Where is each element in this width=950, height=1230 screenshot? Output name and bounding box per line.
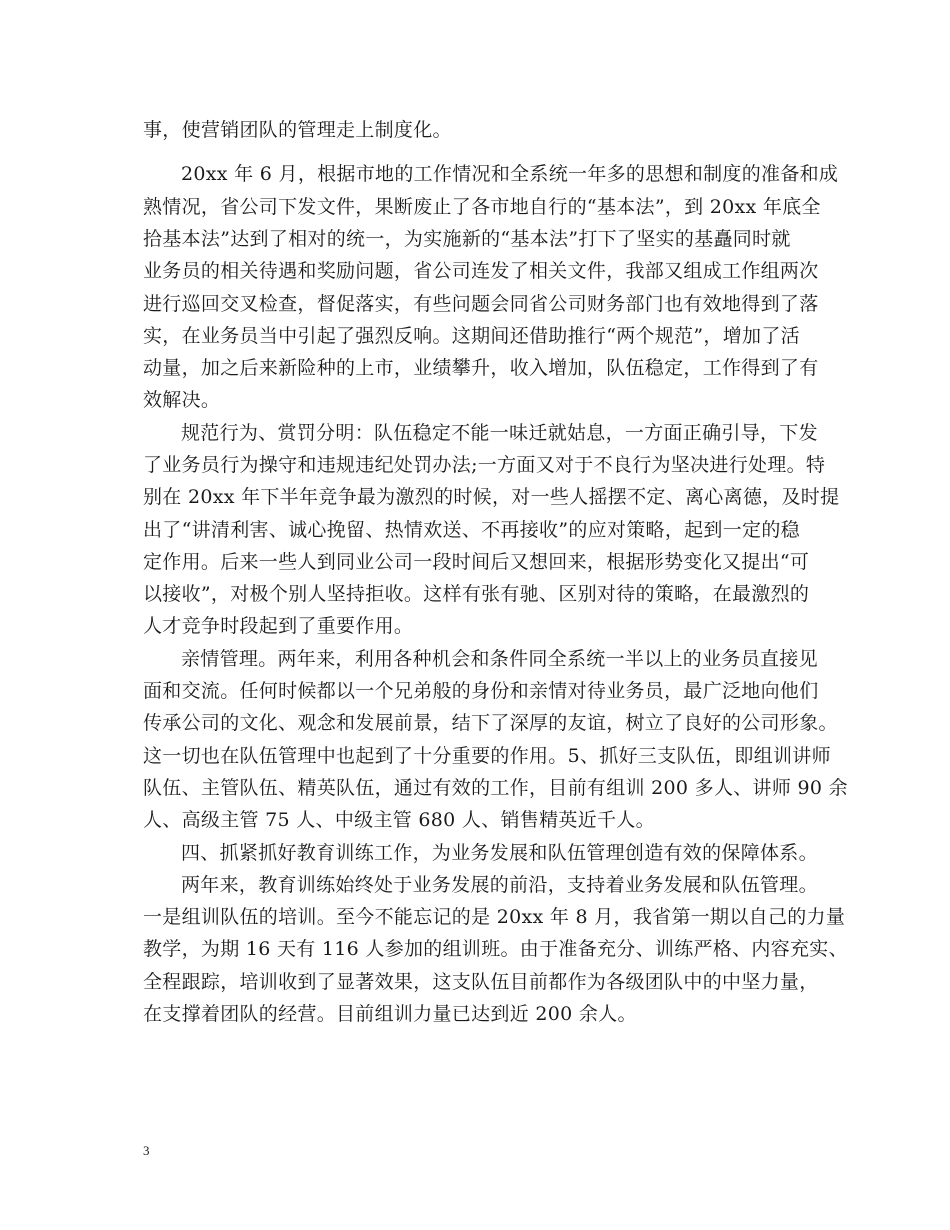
text-line: 这一切也在队伍管理中也起到了十分重要的作用。5、抓好三支队伍，即组训讲师 [143,745,831,767]
text-line: 人才竞争时段起到了重要作用。 [143,615,414,637]
text-line: 面和交流。任何时候都以一个兄弟般的身份和亲情对待业务员，最广泛地向他们 [143,680,819,702]
paragraph-start-line: 亲情管理。两年来，利用各种机会和条件同全系统一半以上的业务员直接见 [181,648,818,670]
text-line: 以接收”，对极个别人坚持拒收。这样有张有驰、区别对待的策略，在最激烈的 [143,583,810,605]
text-line: 动量，加之后来新险种的上市，业绩攀升，收入增加，队伍稳定，工作得到了有 [143,357,819,379]
text-line: 传承公司的文化、观念和发展前景，结下了深厚的友谊，树立了良好的公司形象。 [143,712,838,734]
text-line: 定作用。后来一些人到同业公司一段时间后又想回来，根据形势变化又提出“可 [143,551,810,573]
paragraph-start-line: 两年来，教育训练始终处于业务发展的前沿，支持着业务发展和队伍管理。 [181,874,818,896]
text-line: 人、高级主管 75 人、中级主管 680 人、销售精英近千人。 [143,809,655,831]
text-line: 教学，为期 16 天有 116 人参加的组训班。由于准备充分、训练严格、内容充实、 [143,938,848,960]
section-heading-line: 四、抓紧抓好教育训练工作，为业务发展和队伍管理创造有效的保障体系。 [181,842,818,864]
text-line: 熟情况，省公司下发文件，果断废止了各市地自行的“基本法”，到 20xx 年底全 [143,196,821,218]
text-line: 一是组训队伍的培训。至今不能忘记的是 20xx 年 8 月，我省第一期以自己的力量 [143,906,846,928]
text-line: 进行巡回交叉检查，督促落实，有些问题会同省公司财务部门也有效地得到了落 [143,293,819,315]
text-line: 拾基本法”达到了相对的统一，为实施新的“基本法”打下了坚实的基矗同时就 [143,228,791,250]
text-line: 队伍、主管队伍、精英队伍，通过有效的工作，目前有组训 200 多人、讲师 90 余 [143,777,848,799]
paragraph-start-line: 规范行为、赏罚分明：队伍稳定不能一味迁就姑息，一方面正确引导，下发 [181,422,818,444]
text-line: 全程跟踪，培训收到了显著效果，这支队伍目前都作为各级团队中的中坚力量， [143,971,819,993]
text-line: 出了“讲清利害、诚心挽留、热情欢送、不再接收”的应对策略，起到一定的稳 [143,519,800,541]
page-number: 3 [143,1143,150,1158]
text-line: 效解决。 [143,389,221,411]
text-line: 别在 20xx 年下半年竞争最为激烈的时候，对一些人摇摆不定、离心离德，及时提 [143,486,840,508]
text-line: 实，在业务员当中引起了强烈反响。这期间还借助推行“两个规范”，增加了活 [143,325,800,347]
paragraph-start-line: 20xx 年 6 月，根据市地的工作情况和全系统一年多的思想和制度的准备和成 [181,163,839,185]
text-line: 在支撑着团队的经营。目前组训力量已达到近 200 余人。 [143,1003,637,1025]
text-line: 了业务员行为操守和违规违纪处罚办法;一方面又对于不良行为坚决进行处理。特 [143,454,826,476]
text-line: 业务员的相关待遇和奖励问题，省公司连发了相关文件，我部又组成工作组两次 [143,260,819,282]
text-line: 事，使营销团队的管理走上制度化。 [143,119,452,141]
